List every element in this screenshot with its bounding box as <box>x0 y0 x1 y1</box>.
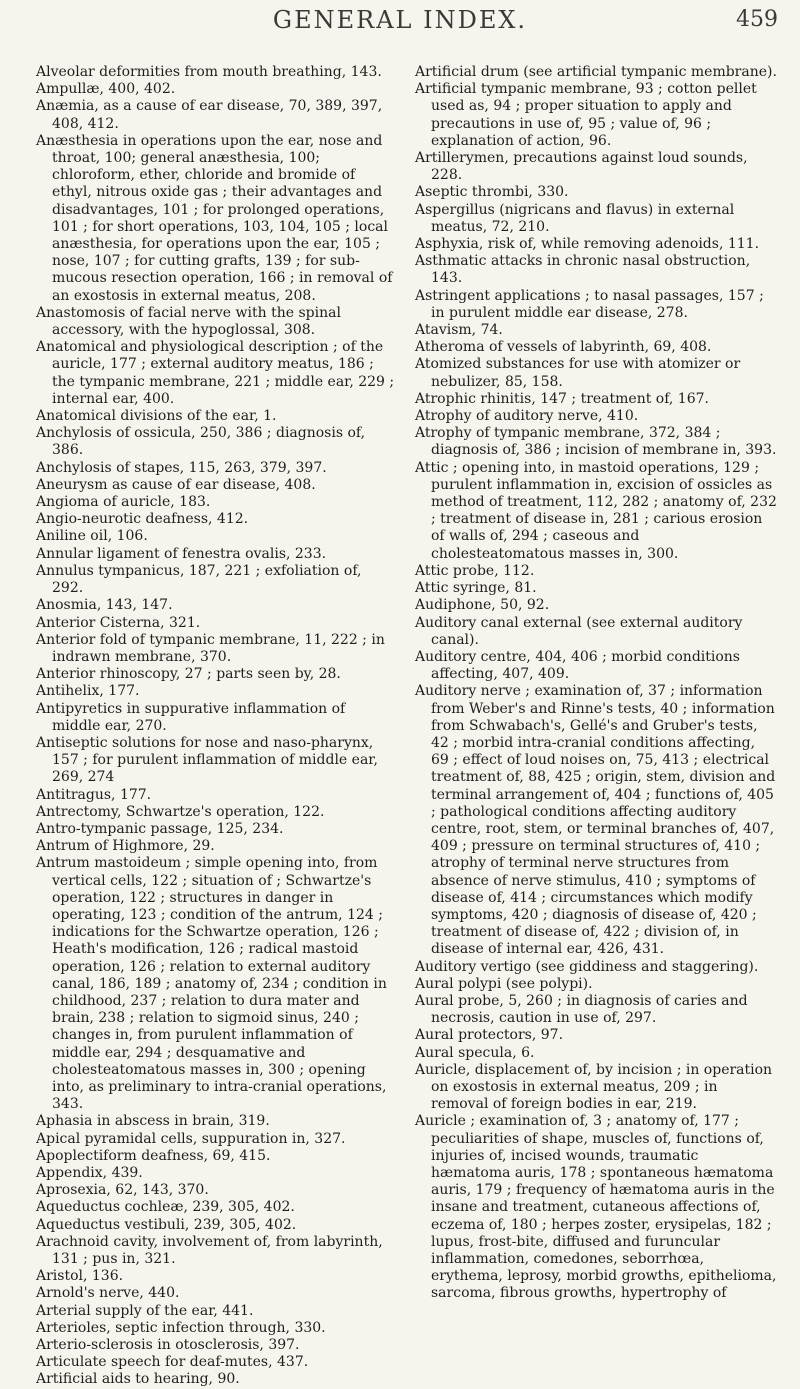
index-entry: Atrophic rhinitis, 147 ; treatment of, 167. <box>415 390 709 407</box>
index-entry: Anterior fold of tympanic membrane, 11, 222 ; in indrawn membrane, 370. <box>36 631 385 665</box>
index-entry: Attic syringe, 81. <box>415 580 537 597</box>
index-entry: Aqueductus vestibuli, 239, 305, 402. <box>36 1216 297 1233</box>
index-entry: Anterior rhinoscopy, 27 ; parts seen by, 28. <box>36 666 341 683</box>
index-entry: Aniline oil, 106. <box>36 528 148 545</box>
index-entry: Aseptic thrombi, 330. <box>415 184 569 201</box>
index-entry: Anæmia, as a cause of ear disease, 70, 389, 397, 408, 412. <box>36 98 383 132</box>
index-entry: Aural probe, 5, 260 ; in diagnosis of caries and necrosis, caution in use of, 297. <box>415 992 748 1027</box>
index-entry: Antihelix, 177. <box>36 683 140 700</box>
index-column-right <box>415 64 777 1303</box>
index-entry: Antitragus, 177. <box>36 786 152 803</box>
index-entry: Anosmia, 143, 147. <box>36 597 173 614</box>
index-entry: Atomized substances for use with atomizer or nebulizer, 85, 158. <box>415 356 741 390</box>
index-entry: Aneurysm as cause of ear disease, 408. <box>36 476 316 493</box>
index-entry: Atrophy of auditory nerve, 410. <box>415 408 639 425</box>
index-entry: Artillerymen, precautions against loud sounds, 228. <box>415 150 748 184</box>
index-entry: Ampullæ, 400, 402. <box>36 81 176 98</box>
page-number: 459 <box>736 7 778 32</box>
index-entry: Anchylosis of stapes, 115, 263, 379, 397. <box>36 459 327 476</box>
index-entry: Asthmatic attacks in chronic nasal obstruction, 143. <box>415 253 751 287</box>
running-title: GENERAL INDEX. <box>272 6 528 34</box>
index-entry: Arnold's nerve, 440. <box>36 1285 180 1302</box>
index-entry: Arachnoid cavity, involvement of, from labyrinth, 131 ; pus in, 321. <box>36 1233 383 1268</box>
index-entry: Aqueductus cochleæ, 239, 305, 402. <box>36 1199 295 1216</box>
index-entry: Angioma of auricle, 183. <box>36 494 211 511</box>
index-entry: Auditory nerve ; examination of, 37 ; information from Weber's and Rinne's tests, 40 ; information from Schwabach's, Gellé's and Gruber's tests, 42 ; morbid intra-cranial conditions affecting, 69 ; effect of loud noises on, 75, 413 ; electrical treatment of, 88, 425 ; origin, stem, division and terminal arrangement of, 404 ; functions of, 405 ; pathological conditions affecting auditory centre, root, stem, or terminal branches of, 407, 409 ; pressure on terminal structures of, 410 ; atrophy of terminal nerve structures from absence of nerve stimulus, 410 ; symptoms of disease of, 414 ; circumstances which modify symptoms, 420 ; diagnosis of disease of, 420 ; treatment of disease of, 422 ; division of, in disease of internal ear, 426, 431. <box>415 683 776 958</box>
index-entry: Aristol, 136. <box>36 1268 124 1285</box>
index-entry: Antrum mastoideum ; simple opening into, from vertical cells, 122 ; situation of ; Schwartze's operation, 122 ; structures in danger in operating, 123 ; condition of the antrum, 124 ; indications for the Schwartze operation, 126 ; Heath's modification, 126 ; radical mastoid operation, 126 ; relation to external auditory canal, 186, 189 ; anatomy of, 234 ; condition in childhood, 237 ; relation to dura mater and brain, 238 ; relation to sigmoid sinus, 240 ; changes in, from purulent inflammation of middle ear, 294 ; desquamative and cholesteatomatous masses in, 300 ; opening into, as preliminary to intra-cranial operations, 343. <box>36 855 387 1113</box>
index-entry: Auditory vertigo (see giddiness and staggering). <box>415 958 759 975</box>
index-entry: Arterioles, septic infection through, 330. <box>36 1319 326 1336</box>
index-entry: Atrophy of tympanic membrane, 372, 384 ; diagnosis of, 386 ; incision of membrane in, 393. <box>415 425 777 459</box>
index-entry: Aural specula, 6. <box>415 1044 535 1061</box>
index-entry: Anchylosis of ossicula, 250, 386 ; diagnosis of, 386. <box>36 425 366 459</box>
index-entry: Auricle ; examination of, 3 ; anatomy of, 177 ; peculiarities of shape, muscles of, functions of, injuries of, incised wounds, traumatic hæmatoma auris, 178 ; spontaneous hæmatoma auris, 179 ; frequency of hæmatoma auris in the insane and treatment, cutaneous affections of, eczema of, 180 ; herpes zoster, erysipelas, 182 ; lupus, frost-bite, diffused and furuncular inflammation, comedones, seborrhœa, erythema, leprosy, morbid growths, epithelioma, sarcoma, fibrous growths, hypertrophy of <box>415 1113 777 1302</box>
index-entry: Auditory centre, 404, 406 ; morbid conditions affecting, 407, 409. <box>415 648 740 683</box>
index-entry: Asphyxia, risk of, while removing adenoids, 111. <box>415 236 760 253</box>
index-entry: Apoplectiform deafness, 69, 415. <box>36 1147 271 1164</box>
index-entry: Aspergillus (nigricans and flavus) in external meatus, 72, 210. <box>415 201 735 235</box>
index-entry: Audiphone, 50, 92. <box>415 597 550 614</box>
index-entry: Angio-neurotic deafness, 412. <box>36 511 249 528</box>
index-entry: Artificial aids to hearing, 90. <box>36 1371 240 1388</box>
index-entry: Antipyretics in suppurative inflammation of middle ear, 270. <box>36 700 346 734</box>
index-entry: Antrum of Highmore, 29. <box>36 838 215 855</box>
index-entry: Attic probe, 112. <box>415 562 535 579</box>
index-entry: Astringent applications ; to nasal passages, 157 ; in purulent middle ear disease, 278. <box>415 287 764 321</box>
index-entry: Attic ; opening into, in mastoid operations, 129 ; purulent inflammation in, excision of ossicles as method of treatment, 112, 282 ; anatomy of, 232 ; treatment of disease in, 281 ; carious erosion of walls of, 294 ; caseous and cholesteatomatous masses in, 300. <box>415 459 777 562</box>
index-entry: Annular ligament of fenestra ovalis, 233. <box>36 545 327 562</box>
index-entry: Atavism, 74. <box>415 322 503 339</box>
index-entry: Appendix, 439. <box>36 1165 143 1181</box>
index-entry: Artificial drum (see artificial tympanic membrane). <box>415 64 777 80</box>
index-entry: Articulate speech for deaf-mutes, 437. <box>36 1354 309 1371</box>
index-entry: Artificial tympanic membrane, 93 ; cotton pellet used as, 94 ; proper situation to apply and precautions in use of, 95 ; value of, 96 ; explanation of action, 96. <box>415 81 757 149</box>
index-entry: Aprosexia, 62, 143, 370. <box>36 1182 209 1199</box>
index-entry: Antro-tympanic passage, 125, 234. <box>36 820 284 837</box>
index-entry: Auditory canal external (see external auditory canal). <box>415 614 743 648</box>
index-entry: Alveolar deformities from mouth breathing, 143. <box>36 64 382 80</box>
index-entry: Aural polypi (see polypi). <box>415 975 593 992</box>
index-entry: Anterior Cisterna, 321. <box>36 614 201 631</box>
index-entry: Annulus tympanicus, 187, 221 ; exfoliation of, 292. <box>36 562 362 597</box>
index-entry: Antiseptic solutions for nose and naso-pharynx, 157 ; for purulent inflammation of middle ear, 269, 274 <box>36 734 378 786</box>
index-entry: Aphasia in abscess in brain, 319. <box>36 1113 270 1130</box>
index-entry: Arterio-sclerosis in otosclerosis, 397. <box>36 1337 300 1354</box>
index-entry: Aural protectors, 97. <box>415 1027 564 1044</box>
index-entry: Apical pyramidal cells, suppuration in, 327. <box>36 1130 346 1147</box>
index-entry: Antrectomy, Schwartze's operation, 122. <box>36 803 325 820</box>
index-entry: Anatomical and physiological description ; of the auricle, 177 ; external auditory meatus, 186 ; the tympanic membrane, 221 ; middle ear, 229 ; internal ear, 400. <box>36 339 395 407</box>
index-entry: Arterial supply of the ear, 441. <box>36 1302 254 1319</box>
index-column-left <box>36 64 396 1389</box>
index-entry: Atheroma of vessels of labyrinth, 69, 408. <box>415 339 712 356</box>
index-entry: Anæsthesia in operations upon the ear, nose and throat, 100; general anæsthesia, 100; chloroform, ether, chloride and bromide of ethyl, nitrous oxide gas ; their advantages and disadvantages, 101 ; for prolonged operations, 101 ; for short operations, 103, 104, 105 ; local anæsthesia, for operations upon the ear, 105 ; nose, 107 ; for cutting grafts, 139 ; for sub-mucous resection operation, 166 ; in removal of an exostosis in external meatus, 208. <box>36 132 393 304</box>
index-entry: Anastomosis of facial nerve with the spinal accessory, with the hypoglossal, 308. <box>36 304 341 339</box>
index-entry: Anatomical divisions of the ear, 1. <box>36 408 277 425</box>
index-entry: Auricle, displacement of, by incision ; in operation on exostosis in external meatus, 209 ; in removal of foreign bodies in ear, 219. <box>415 1061 773 1113</box>
